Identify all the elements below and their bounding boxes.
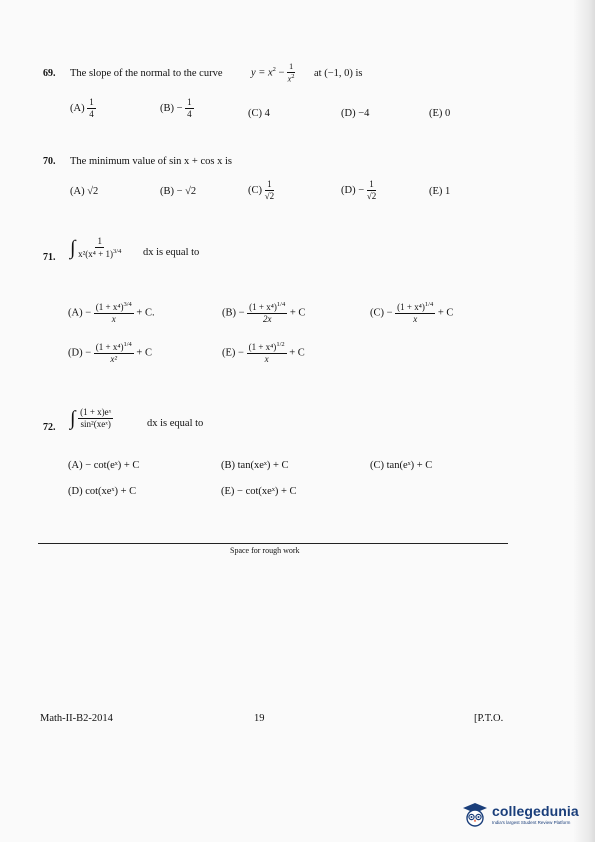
option-70-b: (B) − √2 <box>160 186 197 197</box>
option-72-c: (C) tan(eˣ) + C <box>370 460 433 471</box>
rough-work-divider <box>38 543 508 544</box>
question-71-tail: dx is equal to <box>143 247 200 258</box>
question-72-number: 72. <box>43 422 56 433</box>
option-69-e: (E) 0 <box>429 108 451 119</box>
footer-page-number: 19 <box>254 713 265 724</box>
question-69-text: The slope of the normal to the curve <box>70 68 223 79</box>
option-71-d: (D) − $\frac{(1 + x^4)^{1/4}}{\text{x²}}$ + C <box>68 341 152 364</box>
option-69-b: (B) − $\frac{1}{4}$ <box>160 97 192 119</box>
option-70-c: (C) $\frac{1}{√2}$ <box>248 179 275 201</box>
footer-pto: [P.T.O. <box>474 713 504 724</box>
option-71-c: (C) − $\frac{(1 + x^4)^{1/4}}{x}$ + C <box>370 301 454 324</box>
option-71-e: (E) − $\frac{(1 + x^4)^{1/2}}{x}$ + C <box>222 341 305 364</box>
logo-tagline: India's largest Student Review Platform <box>492 820 571 825</box>
question-69-number: 69. <box>43 68 56 79</box>
question-72-integral: ∫ $\frac{\text{(1 + x)eˣ}}{\text{sin²(xeˣ)}}$ <box>70 407 112 430</box>
option-72-b: (B) tan(xeˣ) + C <box>221 460 289 471</box>
option-70-a: (A) √2 <box>70 186 99 197</box>
option-72-d: (D) cot(xeˣ) + C <box>68 486 137 497</box>
rough-work-label: Space for rough work <box>230 546 300 555</box>
question-70-number: 70. <box>43 156 56 167</box>
footer-exam-code: Math-II-B2-2014 <box>40 713 113 724</box>
question-69-curve: $y = x^2$ − $\frac{1}{x^2}$ <box>251 62 295 84</box>
option-71-a: (A) − $\frac{(1 + x^4)^{3/4}}{x}$ + C. <box>68 301 155 324</box>
question-71-number: 71. <box>43 252 56 263</box>
option-72-e: (E) − cot(xeˣ) + C <box>221 486 297 497</box>
question-72-tail: dx is equal to <box>147 418 204 429</box>
option-69-d: (D) −4 <box>341 108 370 119</box>
question-71-integral: ∫ $\frac{1}{x^2(x^4 + 1)^{3/4}}$ <box>70 236 122 259</box>
option-72-a: (A) − cot(eˣ) + C <box>68 460 140 471</box>
logo-name: collegedunia <box>492 803 579 819</box>
integral-sign-icon: ∫ <box>70 237 76 259</box>
question-69-tail: at (−1, 0) is <box>314 68 363 79</box>
option-70-e: (E) 1 <box>429 186 451 197</box>
question-70-text: The minimum value of sin x + cos x is <box>70 156 232 167</box>
option-71-b: (B) − $\frac{(1 + x^4)^{1/4}}{2x}$ + C <box>222 301 306 324</box>
graduate-owl-icon <box>462 801 488 827</box>
option-69-a: (A) $\frac{1}{4}$ <box>70 97 94 119</box>
integral-sign-icon: ∫ <box>70 407 76 430</box>
page-edge-shadow <box>573 0 595 842</box>
option-69-c: (C) 4 <box>248 108 270 119</box>
option-70-d: (D) − $\frac{1}{√2}$ <box>341 179 377 201</box>
collegedunia-logo <box>462 795 588 833</box>
